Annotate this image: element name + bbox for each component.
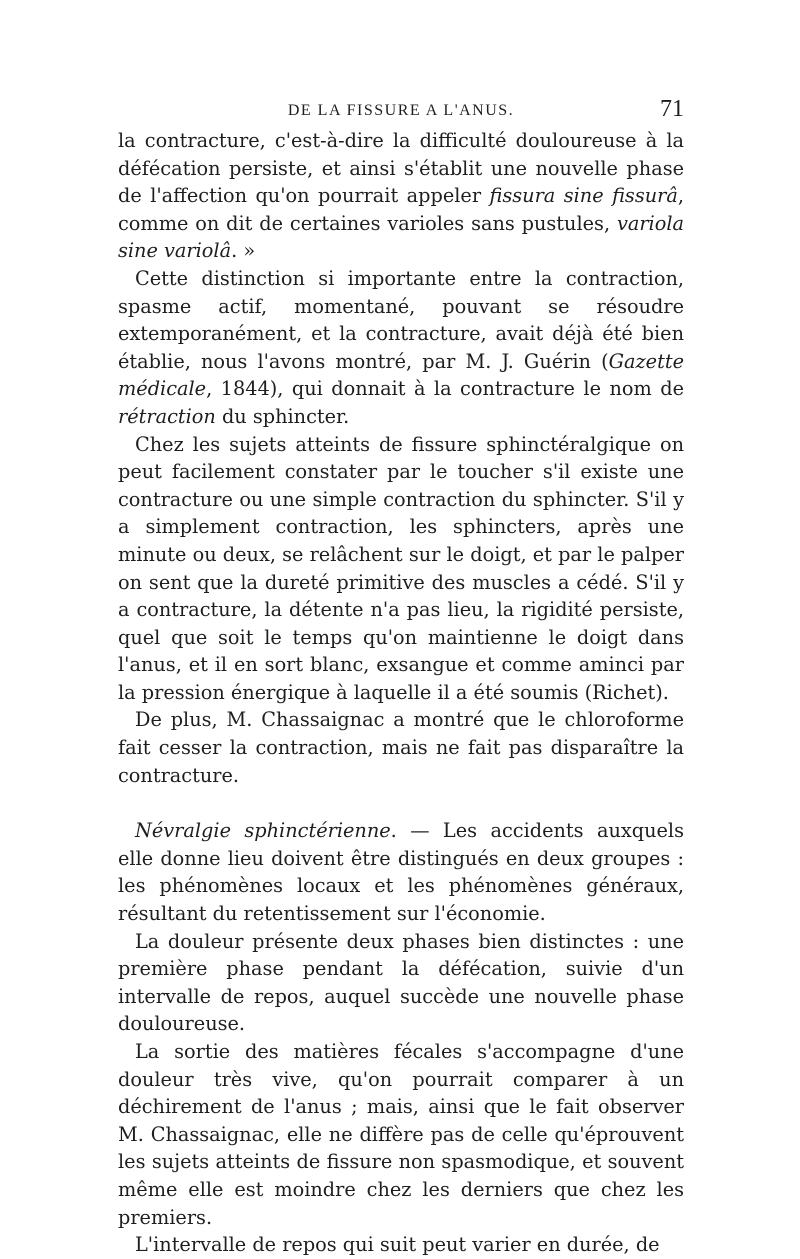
running-head — [118, 96, 684, 126]
text-run: , comme on dit de certaines varioles sans pustules, — [118, 184, 684, 235]
section-gap — [118, 789, 684, 817]
text-run: . » — [231, 239, 256, 263]
paragraph — [118, 431, 684, 707]
paragraph-section-heading — [118, 817, 684, 927]
body-text — [118, 127, 684, 1259]
journal-title: Gazette médicale — [118, 349, 684, 401]
paragraph — [118, 1038, 684, 1231]
text-run: du sphincter. — [215, 404, 350, 428]
latin-phrase: variola sine variolâ — [118, 211, 684, 263]
running-title: DE LA FISSURE A L'ANUS. — [287, 102, 515, 119]
paragraph-continuation — [118, 127, 684, 265]
text-run: De plus, M. Chassaignac a montré que le chloroforme fait cesser la contraction, mais ne fait pas disparaître la contracture. — [118, 708, 684, 787]
paragraph — [118, 706, 684, 789]
section-heading: Névralgie sphinctérienne — [135, 819, 391, 843]
latin-phrase: fissura sine fissurâ — [489, 184, 678, 208]
text-run: La douleur présente deux phases bien distinctes : une première phase pendant la défécation, suivie d'un intervalle de repos, auquel succède une nouvelle phase douloureuse. — [118, 929, 684, 1036]
text-run: La sortie des matières fécales s'accompagne d'une douleur très vive, qu'on pourrait comparer à un déchirement de l'anus ; mais, ainsi que le fait observer M. Chassaignac, elle ne diffère pas de celle qu'éprouvent les sujets atteints de fissure non spasmodique, et souvent même elle est moindre chez les derniers que chez les premiers. — [118, 1040, 684, 1229]
text-run: . — Les accidents auxquels elle donne lieu doivent être distingués en deux groupes : les phénomènes locaux et les phénomènes généraux, résultant du retentissement sur l'économie. — [118, 819, 684, 926]
text-run: Chez les sujets atteints de fissure sphinctéralgique on peut facilement constater par le toucher s'il existe une contracture ou une simple contraction du sphincter. S'il y a simplement contraction, les sphincters, après une minute ou deux, se relâchent sur le doigt, et par le palper on sent que la dureté primitive des muscles a cédé. S'il y a contracture, la détente n'a pas lieu, la rigidité persiste, quel que soit le temps qu'on maintienne le doigt dans l'anus, et il en sort blanc, exsangue et comme aminci par la pression énergique à laquelle il a été soumis (Richet). — [118, 432, 684, 704]
term: rétraction — [118, 404, 216, 428]
text-run: , 1844), qui donnait à la contracture le nom de — [206, 377, 684, 401]
paragraph — [118, 265, 684, 431]
paragraph — [118, 1231, 684, 1259]
text-run: la contracture, c'est-à-dire la difficulté douloureuse à la défécation persiste, et ainsi s'établit une nouvelle phase de l'affection qu'on pourrait appeler — [118, 129, 684, 208]
paragraph — [118, 928, 684, 1038]
page-number: 71 — [660, 96, 684, 122]
text-run: Cette distinction si importante entre la contraction, spasme actif, momentané, pouvant se résoudre extemporanément, et la contracture, avait déjà été bien établie, nous l'avons montré, par M. J. Guérin ( — [118, 266, 684, 373]
text-run: L'intervalle de repos qui suit peut varier en durée, de — [135, 1233, 660, 1257]
